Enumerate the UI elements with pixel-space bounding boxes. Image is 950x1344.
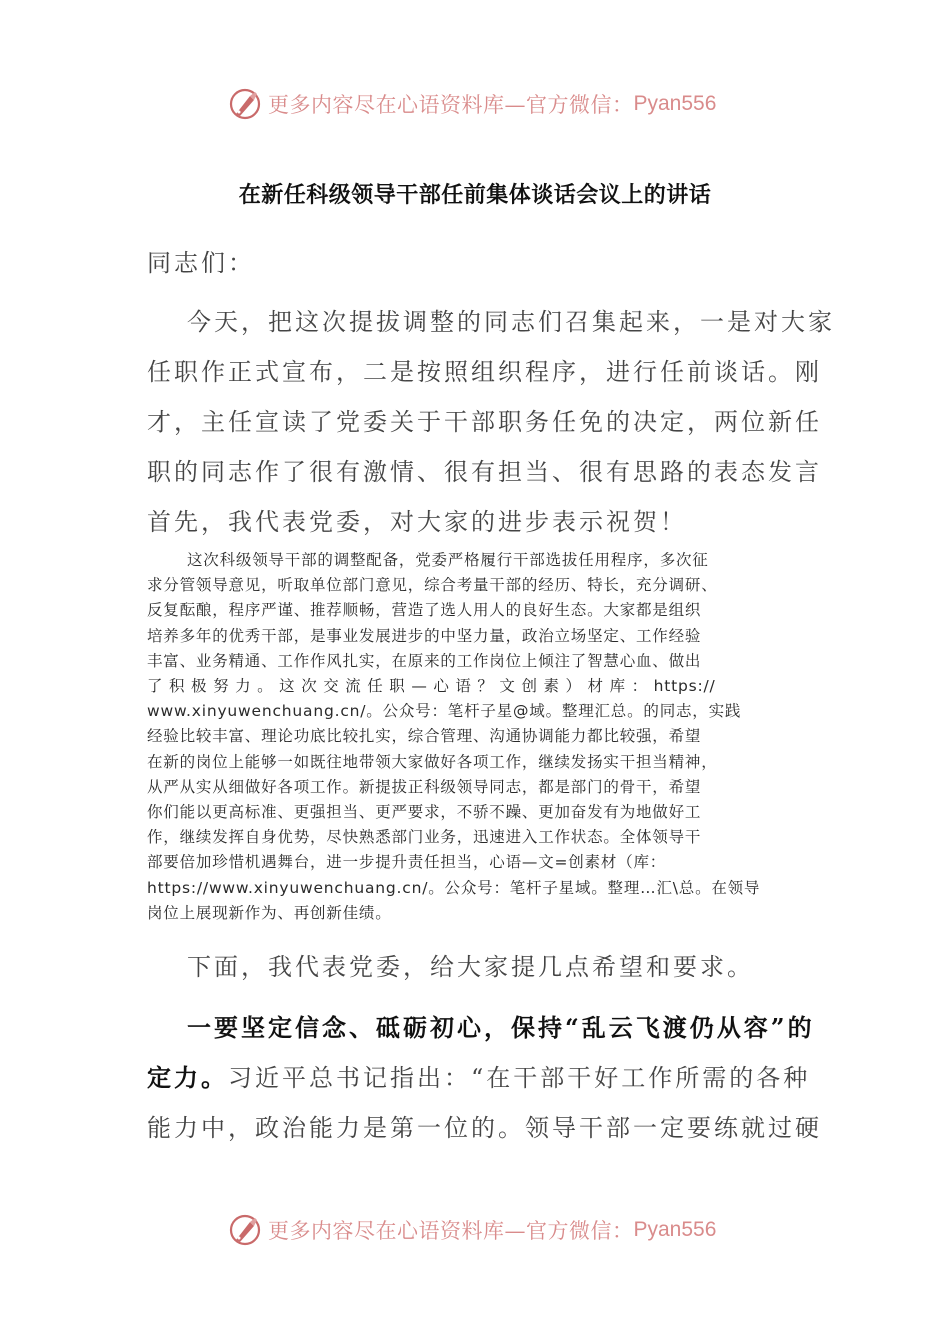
small-line: 反复酝酿，程序严谨、推荐顺畅，营造了选人用人的良好生态。大家都是组织 [147, 601, 702, 620]
small-line: 在新的岗位上能够一如既往地带领大家做好各项工作，继续发扬实干担当精神， [147, 752, 718, 771]
small-line: 经验比较丰富、理论功底比较扎实，综合管理、沟通协调能力都比较强，希望 [147, 727, 702, 746]
banner-wechat-id: Pyan556 [633, 1218, 717, 1241]
paragraph-small-block [147, 548, 809, 926]
small-line: 你们能以更高标准、更强担当、更严要求，不骄不躁、更加奋发有为地做好工 [147, 803, 702, 822]
small-line: 部要倍加珍惜机遇舞台，进一步提升责任担当，心语—文=创素材（库： [147, 853, 667, 872]
small-line: https://www.xinyuwenchuang.cn/。公众号：笔杆子星域。整理…汇\总。在领导 [147, 878, 761, 897]
bold-heading-end: 定力。 [147, 1063, 228, 1092]
paragraph-text: 习近平总书记指出：“在干部干好工作所需的各种 [228, 1064, 811, 1092]
banner-text: 更多内容尽在心语资料库—官方微信： [268, 93, 634, 117]
bold-heading: 一要坚定信念、砥砺初心，保持“乱云飞渡仍从容”的 [187, 1013, 815, 1042]
small-line: 丰富、业务精通、工作作风扎实，在原来的工作岗位上倾注了智慧心血、做出 [147, 651, 702, 670]
small-line: 这次科级领导干部的调整配备，党委严格履行干部选拔任用程序，多次征 [187, 551, 709, 569]
paragraph-line: 能力中，政治能力是第一位的。领导干部一定要练就过硬 [147, 1114, 822, 1142]
small-line: 岗位上展现新作为、再创新佳绩。 [147, 903, 392, 922]
small-line: 从严从实从细做好各项工作。新提拔正科级领导同志，都是部门的骨干，希望 [147, 777, 702, 796]
small-line: 作，继续发挥自身优势，尽快熟悉部门业务，迅速进入工作状态。全体领导干 [147, 828, 702, 847]
banner-wechat-id: Pyan556 [633, 92, 717, 115]
footer-watermark-banner [228, 1212, 748, 1248]
paragraph-line: 下面，我代表党委，给大家提几点希望和要求。 [187, 953, 754, 981]
paragraph-line: 职的同志作了很有激情、很有担当、很有思路的表态发言 [147, 458, 822, 486]
pen-nib-logo-icon [228, 1213, 262, 1247]
header-watermark-banner [228, 86, 748, 122]
small-line: 培养多年的优秀干部，是事业发展进步的中坚力量，政治立场坚定、工作经验 [147, 626, 702, 645]
paragraph-line: 才，主任宣读了党委关于干部职务任免的决定，两位新任 [147, 408, 822, 436]
small-line: 求分管领导意见，听取单位部门意见，综合考量干部的经历、特长，充分调研、 [147, 576, 718, 595]
paragraph-transition [147, 942, 807, 992]
paragraph-requirement-one [147, 1003, 822, 1153]
document-title: 在新任科级领导干部任前集体谈话会议上的讲话 [238, 183, 712, 208]
paragraph-opening [147, 297, 835, 547]
paragraph-line [147, 1053, 811, 1103]
pen-nib-logo-icon [228, 87, 262, 121]
paragraph-line [147, 1003, 815, 1053]
paragraph-line: 任职作正式宣布，二是按照组织程序，进行任前谈话。刚 [147, 358, 822, 386]
small-line: 了 积 极 努 力 。 这 次 交 流 任 职 — 心 语 ？ 文 创 素 ） 材 库 ： https:// [147, 677, 716, 696]
paragraph-line: 首先，我代表党委，对大家的进步表示祝贺！ [147, 508, 687, 536]
small-line: www.xinyuwenchuang.cn/。公众号：笔杆子星@域。整理汇总。的同志，实践 [147, 702, 742, 721]
banner-text: 更多内容尽在心语资料库—官方微信： [268, 1219, 634, 1243]
greeting: 同志们： [147, 249, 255, 277]
paragraph-line: 今天，把这次提拔调整的同志们召集起来，一是对大家 [187, 308, 835, 336]
